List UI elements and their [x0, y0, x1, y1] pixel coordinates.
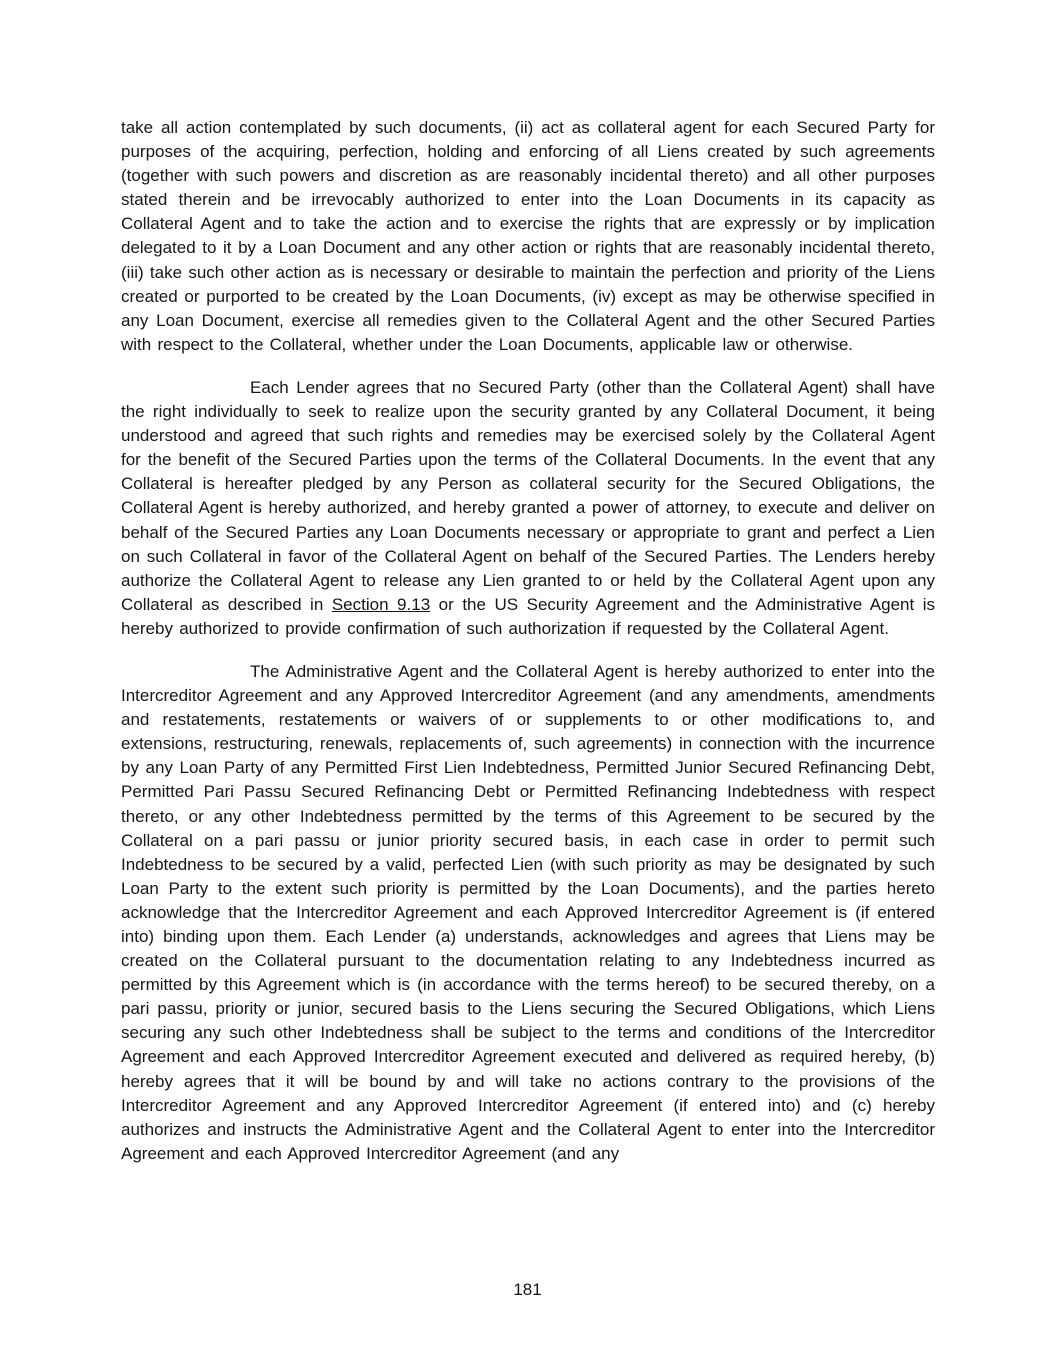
body-text [121, 116, 935, 1185]
paragraph-1: take all action contemplated by such documents, (ii) act as collateral agent for each Secured Party for purposes of the acquiring, perfection, holding and enforcing of all Liens created by such agreements (together with such powers and discretion as are reasonably incidental thereto) and all other purposes stated therein and be irrevocably authorized to enter into the Loan Documents in its capacity as Collateral Agent and to take the action and to exercise the rights that are expressly or by implication delegated to it by a Loan Document and any other action or rights that are reasonably incidental thereto, (iii) take such other action as is necessary or desirable to maintain the perfection and priority of the Liens created or purported to be created by the Loan Documents, (iv) except as may be otherwise specified in any Loan Document, exercise all remedies given to the Collateral Agent and the other Secured Parties with respect to the Collateral, whether under the Loan Documents, applicable law or otherwise. [121, 118, 935, 354]
paragraph-3: The Administrative Agent and the Collateral Agent is hereby authorized to enter into the Intercreditor Agreement and any Approved Intercreditor Agreement (and any amendments, amendments and restatements, restatements or waivers of or supplements to or other modifications to, and extensions, restructuring, renewals, replacements of, such agreements) in connection with the incurrence by any Loan Party of any Permitted First Lien Indebtedness, Permitted Junior Secured Refinancing Debt, Permitted Pari Passu Secured Refinancing Debt or Permitted Refinancing Indebtedness with respect thereto, or any other Indebtedness permitted by the terms of this Agreement to be secured by the Collateral on a pari passu or junior priority secured basis, in each case in order to permit such Indebtedness to be secured by a valid, perfected Lien (with such priority as may be designated by such Loan Party to the extent such priority is permitted by the Loan Documents), and the parties hereto acknowledge that the Intercreditor Agreement and each Approved Intercreditor Agreement is (if entered into) binding upon them. Each Lender (a) understands, acknowledges and agrees that Liens may be created on the Collateral pursuant to the documentation relating to any Indebtedness incurred as permitted by this Agreement which is (in accordance with the terms hereof) to be secured thereby, on a pari passu, priority or junior, secured basis to the Liens securing the Secured Obligations, which Liens securing any such other Indebtedness shall be subject to the terms and conditions of the Intercreditor Agreement and each Approved Intercreditor Agreement executed and delivered as required hereby, (b) hereby agrees that it will be bound by and will take no actions contrary to the provisions of the Intercreditor Agreement and any Approved Intercreditor Agreement (if entered into) and (c) hereby authorizes and instructs the Administrative Agent and the Collateral Agent to enter into the Intercreditor Agreement and each Approved Intercreditor Agreement (and any [121, 661, 935, 1163]
paragraph-2-text-post: or the US Security Agreement and the Administrative Agent is hereby authorized to provide confirmation of such authorization if requested by the Collateral Agent. [121, 594, 936, 638]
paragraph-2-text-pre: Each Lender agrees that no Secured Party (other than the Collateral Agent) shall have the right individually to seek to realize upon the security granted by any Collateral Document, it being understood and agreed that such rights and remedies may be exercised solely by the Collateral Agent for the benefit of the Secured Parties upon the terms of the Collateral Documents. In the event that any Collateral is hereafter pledged by any Person as collateral security for the Secured Obligations, the Collateral Agent is hereby authorized, and hereby granted a power of attorney, to execute and deliver on behalf of the Secured Parties any Loan Documents necessary or appropriate to grant and perfect a Lien on such Collateral in favor of the Collateral Agent on behalf of the Secured Parties. The Lenders hereby authorize the Collateral Agent to release any Lien granted to or held by the Collateral Agent upon any Collateral as described in [121, 377, 935, 614]
section-reference: Section 9.13 [331, 594, 431, 614]
page-number: 181 [513, 1280, 542, 1299]
paragraph-2 [121, 376, 935, 641]
